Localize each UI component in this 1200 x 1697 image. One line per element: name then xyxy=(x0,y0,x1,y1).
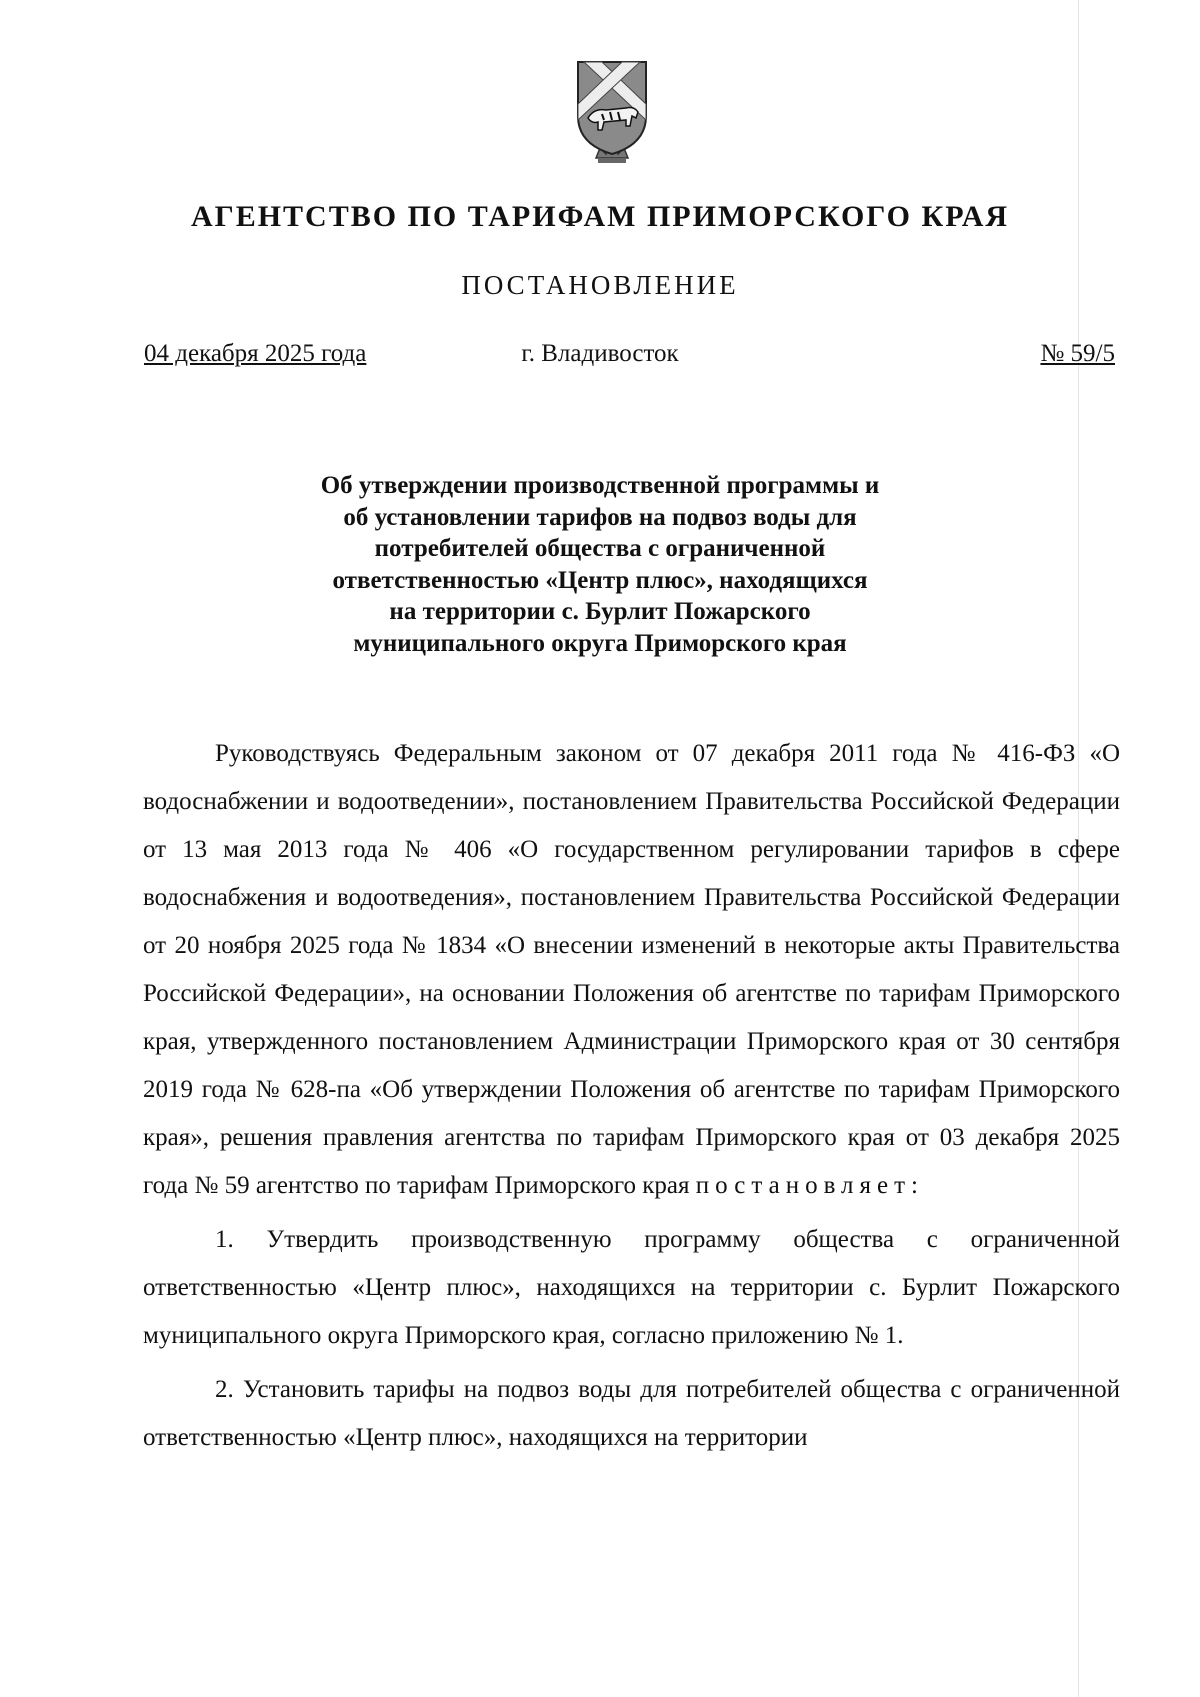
document-body xyxy=(143,730,1120,1468)
agency-name: АГЕНТСТВО ПО ТАРИФАМ ПРИМОРСКОГО КРАЯ xyxy=(190,200,1010,233)
coat-of-arms-icon xyxy=(574,58,650,176)
item-2-paragraph: 2. Установить тарифы на подвоз воды для потребителей общества с ограниченной ответственностью «Центр плюс», находящихся на территории xyxy=(143,1376,1120,1451)
title-line: муниципального округа Приморского края xyxy=(353,629,847,657)
document-title xyxy=(270,470,930,659)
title-line: об установлении тарифов на подвоз воды для xyxy=(343,503,857,531)
document-city: г. Владивосток xyxy=(521,340,679,367)
document-number: № 59/5 xyxy=(1040,340,1115,367)
document-type: ПОСТАНОВЛЕНИЕ xyxy=(461,270,739,300)
title-line: Об утверждении производственной программы и xyxy=(320,472,880,499)
preamble-text: Руководствуясь Федеральным законом от 07 декабря 2011 года № 416-ФЗ «О водоснабжении и водоотведении», постановлением Правительства Российской Федерации от 13 мая 2013 года № 406 «О государственном регулировании тарифов в сфере водоснабжения и водоотведения», постановлением Правительства Российской Федерации от 20 ноября 2025 года № 1834 «О внесении изменений в некоторые акты Правительства Российской Федерации», на основании Положения об агентстве по тарифам Приморского края, утвержденного постановлением Администрации Приморского края от 30 сентября 2019 года № 628-па «Об утверждении Положения об агентстве по тарифам Приморского края», решения правления агентства по тарифам Приморского края от 03 декабря 2025 года № 59 агентство по тарифам Приморского края xyxy=(143,740,1120,1199)
document-date: 04 декабря 2025 года xyxy=(144,340,367,367)
preamble-paragraph xyxy=(143,730,1120,1210)
title-line: на территории с. Бурлит Пожарского xyxy=(389,598,811,625)
title-line: ответственностью «Центр плюс», находящихся xyxy=(332,566,868,594)
decree-word: постановляет: xyxy=(695,1172,924,1199)
item-1-paragraph: 1. Утвердить производственную программу общества с ограниченной ответственностью «Центр плюс», находящихся на территории с. Бурлит Пожарского муниципального округа Приморского края, согласно приложению № 1. xyxy=(143,1226,1120,1349)
title-line: потребителей общества с ограниченной xyxy=(374,535,826,562)
